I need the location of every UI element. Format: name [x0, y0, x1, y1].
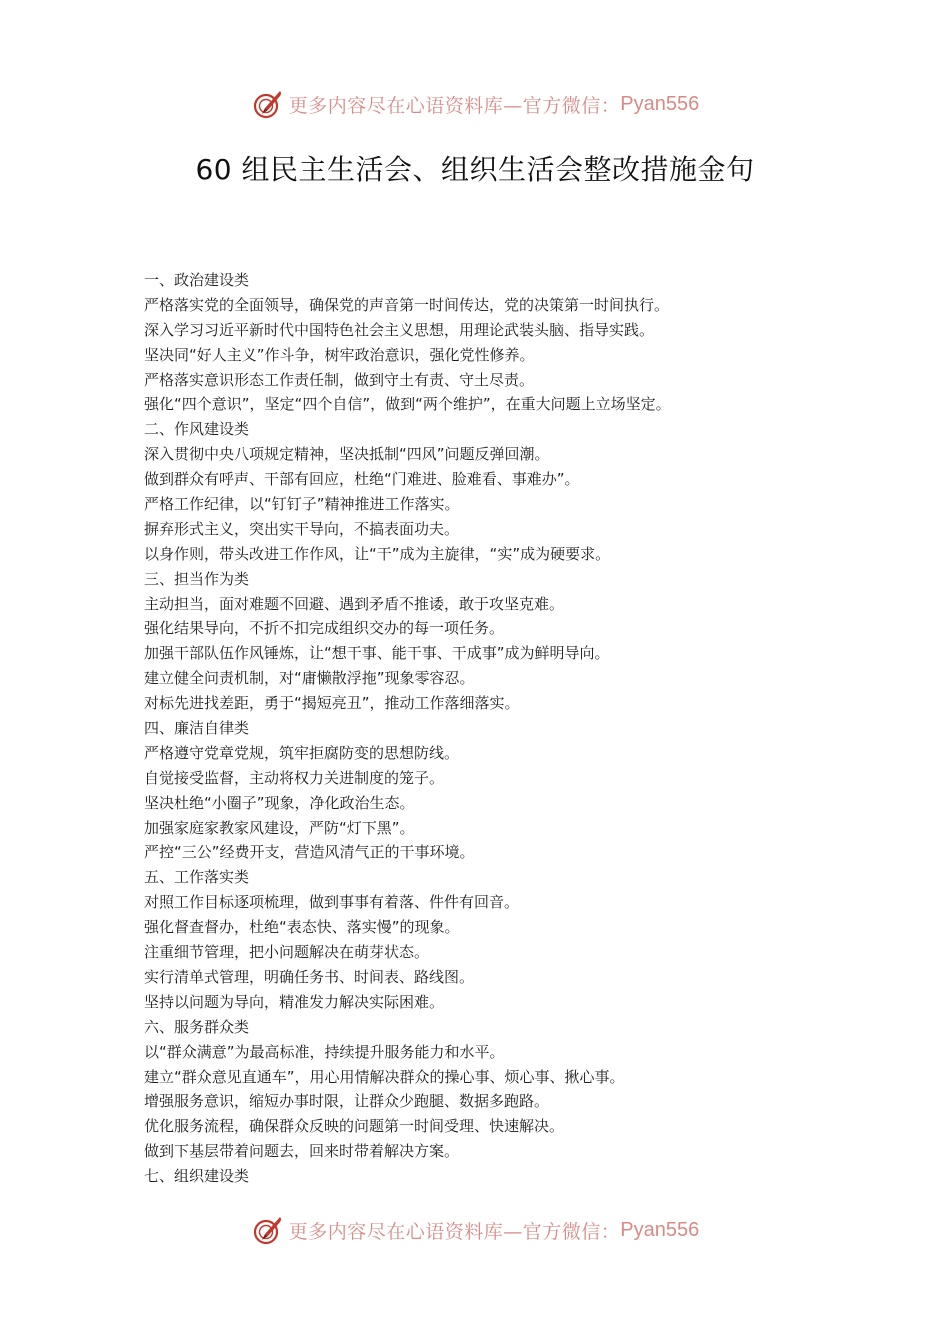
- list-item: 以“群众满意”为最高标准，持续提升服务能力和水平。: [144, 1042, 505, 1061]
- section-heading: 一、政治建设类: [144, 271, 250, 289]
- list-item: 摒弃形式主义，突出实干导向，不搞表面功夫。: [144, 519, 460, 538]
- list-item: 以身作则，带头改进工作作风，让“干”成为主旋律，“实”成为硬要求。: [144, 544, 611, 563]
- list-item: 坚持以问题为导向，精准发力解决实际困难。: [144, 992, 445, 1011]
- list-item: 对标先进找差距，勇于“揭短亮丑”，推动工作落细落实。: [144, 694, 520, 713]
- header-banner: [0, 84, 950, 124]
- list-item: 严控“三公”经费开支，营造风清气正的干事环境。: [144, 843, 475, 862]
- list-item: 主动担当，面对难题不回避、遇到矛盾不推诿，敢于攻坚克难。: [144, 594, 565, 613]
- list-item: 强化督查督办，杜绝“表态快、落实慢”的现象。: [144, 918, 460, 937]
- banner-text: 更多内容尽在心语资料库—官方微信：: [288, 94, 621, 117]
- list-item: 对照工作目标逐项梳理，做到事事有着落、件件有回音。: [144, 893, 520, 912]
- list-item: 建立健全问责机制，对“庸懒散浮拖”现象零容忍。: [144, 669, 475, 688]
- list-item: 强化结果导向，不折不扣完成组织交办的每一项任务。: [144, 619, 505, 638]
- list-item: 坚决同“好人主义”作斗争，树牢政治意识，强化党性修养。: [144, 345, 535, 364]
- list-item: 深入贯彻中央八项规定精神，坚决抵制“四风”问题反弹回潮。: [144, 445, 550, 464]
- list-item: 坚决杜绝“小圈子”现象，净化政治生态。: [144, 793, 415, 812]
- page-title: 60 组民主生活会、组织生活会整改措施金句: [195, 153, 755, 186]
- list-item: 严格落实党的全面领导，确保党的声音第一时间传达，党的决策第一时间执行。: [144, 295, 670, 314]
- section-heading: 二、作风建设类: [144, 420, 250, 439]
- list-item: 优化服务流程，确保群众反映的问题第一时间受理、快速解决。: [144, 1117, 565, 1136]
- banner-wechat-id: Pyan556: [620, 92, 700, 115]
- list-item: 实行清单式管理，明确任务书、时间表、路线图。: [144, 967, 475, 986]
- list-item: 建立“群众意见直通车”，用心用情解决群众的操心事、烦心事、揪心事。: [144, 1067, 625, 1086]
- list-item: 强化“四个意识”，坚定“四个自信”，做到“两个维护”，在重大问题上立场坚定。: [144, 395, 671, 414]
- list-item: 严格落实意识形态工作责任制，做到守土有责、守土尽责。: [144, 370, 535, 389]
- list-item: 加强干部队伍作风锤炼，让“想干事、能干事、干成事”成为鲜明导向。: [144, 644, 610, 663]
- document-body: [144, 268, 904, 1189]
- banner-text: 更多内容尽在心语资料库—官方微信：: [288, 1220, 621, 1243]
- section-heading: 七、组织建设类: [144, 1167, 250, 1186]
- list-item: 增强服务意识，缩短办事时限，让群众少跑腿、数据多跑路。: [144, 1092, 550, 1111]
- list-item: 严格工作纪律，以“钉钉子”精神推进工作落实。: [144, 495, 460, 514]
- list-item: 自觉接受监督，主动将权力关进制度的笼子。: [144, 768, 445, 787]
- list-item: 做到下基层带着问题去，回来时带着解决方案。: [144, 1142, 460, 1161]
- list-item: 注重细节管理，把小问题解决在萌芽状态。: [144, 943, 430, 962]
- list-item: 严格遵守党章党规，筑牢拒腐防变的思想防线。: [144, 743, 460, 762]
- quill-logo-icon: [251, 87, 285, 121]
- quill-logo-icon: [251, 1213, 285, 1247]
- banner-wechat-id: Pyan556: [620, 1218, 700, 1241]
- list-item: 做到群众有呼声、干部有回应，杜绝“门难进、脸难看、事难办”。: [144, 470, 580, 489]
- footer-banner: [0, 1210, 950, 1250]
- section-heading: 五、工作落实类: [144, 868, 250, 887]
- list-item: 深入学习习近平新时代中国特色社会主义思想，用理论武装头脑、指导实践。: [144, 320, 655, 339]
- list-item: 加强家庭家教家风建设，严防“灯下黑”。: [144, 818, 415, 837]
- section-heading: 六、服务群众类: [144, 1017, 250, 1036]
- section-heading: 四、廉洁自律类: [144, 719, 250, 738]
- section-heading: 三、担当作为类: [144, 569, 250, 588]
